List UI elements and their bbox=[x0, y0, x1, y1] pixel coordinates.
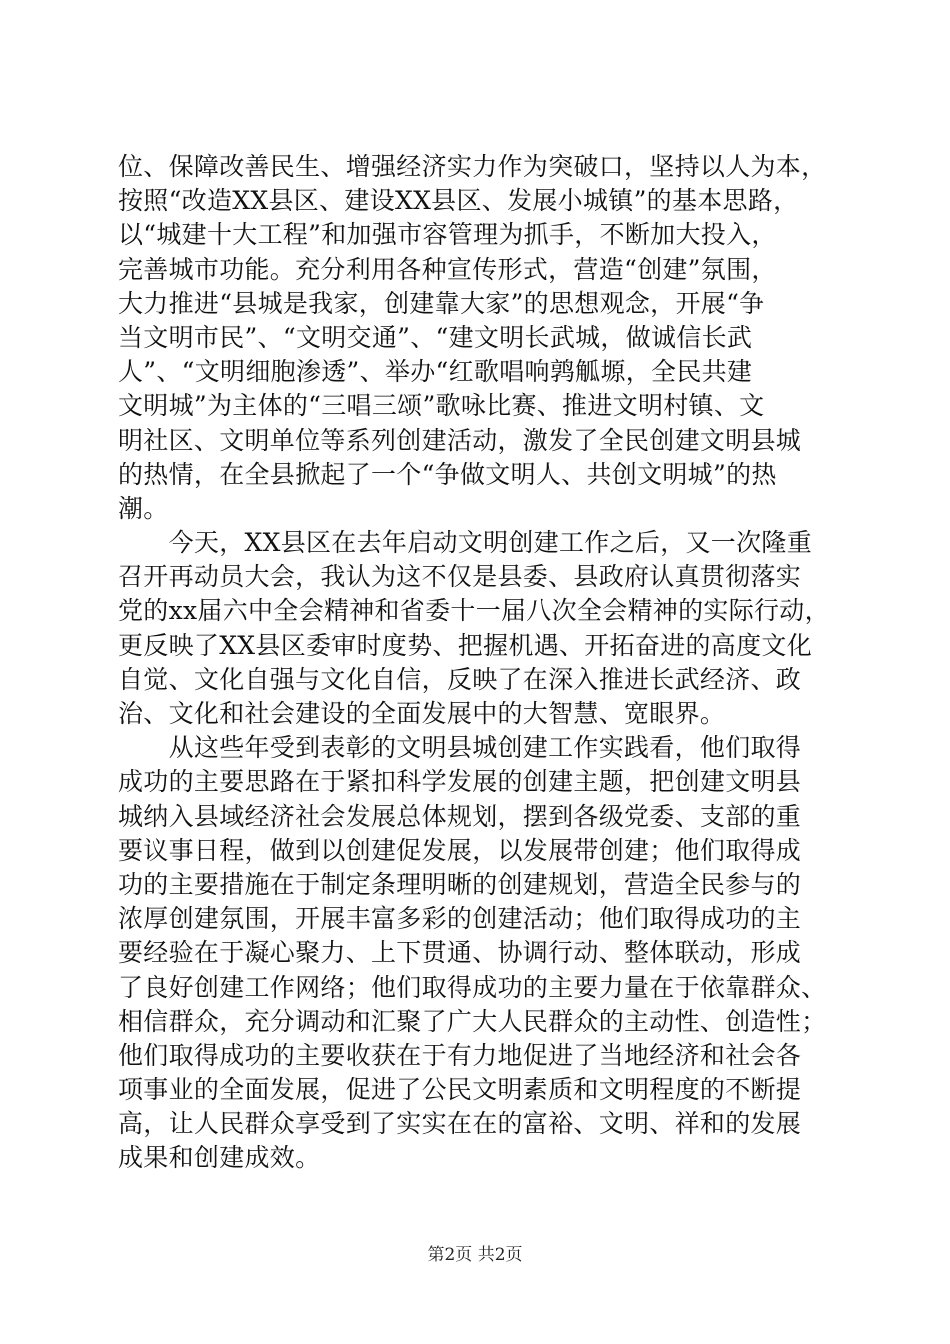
text-line: 当文明市民”、“文明交通”、“建文明长武城，做诚信长武 bbox=[118, 322, 753, 352]
text-line: 要议事日程，做到以创建促发展，以发展带创建；他们取得成 bbox=[118, 835, 802, 865]
text-line: 召开再动员大会，我认为这不仅是县委、县政府认真贯彻落实 bbox=[118, 562, 802, 592]
text-line: 了良好创建工作网络；他们取得成功的主要力量在于依靠群众、 bbox=[118, 972, 827, 1002]
text-line: 他们取得成功的主要收获在于有力地促进了当地经济和社会各 bbox=[118, 1040, 802, 1070]
text-line: 项事业的全面发展，促进了公民文明素质和文明程度的不断提 bbox=[118, 1075, 802, 1105]
text-line: 治、文化和社会建设的全面发展中的大智慧、宽眼界。 bbox=[118, 699, 726, 728]
text-line: 高，让人民群众享受到了实实在在的富裕、文明、祥和的发展 bbox=[118, 1109, 802, 1139]
text-line: 大力推进“县城是我家，创建靠大家”的思想观念，开展“争 bbox=[118, 288, 765, 318]
text-line: 党的xx届六中全会精神和省委十一届八次全会精神的实际行动， bbox=[118, 596, 830, 626]
text-line: 要经验在于凝心聚力、上下贯通、协调行动、整体联动，形成 bbox=[118, 938, 802, 968]
text-line: 明社区、文明单位等系列创建活动，激发了全民创建文明县城 bbox=[118, 425, 802, 455]
text-line: 的热情，在全县掀起了一个“争做文明人、共创文明城”的热 bbox=[118, 459, 777, 489]
text-line: 相信群众，充分调动和汇聚了广大人民群众的主动性、创造性； bbox=[118, 1006, 827, 1036]
text-line: 今天，XX县区在去年启动文明创建工作之后，又一次隆重 bbox=[118, 528, 812, 558]
text-line: 城纳入县域经济社会发展总体规划，摆到各级党委、支部的重 bbox=[118, 801, 802, 831]
text-line: 浓厚创建氛围，开展丰富多彩的创建活动；他们取得成功的主 bbox=[118, 904, 802, 934]
page-number-footer: 第2页 共2页 bbox=[427, 1245, 523, 1265]
text-line: 更反映了XX县区委审时度势、把握机遇、开拓奋进的高度文化 bbox=[118, 630, 812, 660]
text-line: 位、保障改善民生、增强经济实力作为突破口，坚持以人为本， bbox=[118, 152, 827, 181]
text-line: 完善城市功能。充分利用各种宣传形式，营造“创建”氛围， bbox=[118, 254, 777, 284]
text-line: 自觉、文化自强与文化自信，反映了在深入推进长武经济、政 bbox=[118, 664, 802, 694]
text-line: 人”、“文明细胞渗透”、举办“红歌唱响鹑觚塬，全民共建 bbox=[118, 357, 753, 387]
text-line: 功的主要措施在于制定条理明晰的创建规划，营造全民参与的 bbox=[118, 869, 802, 899]
text-line: 以“城建十大工程”和加强市容管理为抓手，不断加大投入， bbox=[118, 220, 777, 250]
text-line: 文明城”为主体的“三唱三颂”歌咏比赛、推进文明村镇、文 bbox=[118, 391, 765, 421]
body-text bbox=[118, 150, 838, 1176]
text-line: 成果和创建成效。 bbox=[118, 1143, 321, 1173]
text-line: 从这些年受到表彰的文明县城创建工作实践看，他们取得 bbox=[118, 733, 802, 763]
text-line: 潮。 bbox=[118, 493, 169, 523]
text-line: 按照“改造XX县区、建设XX县区、发展小城镇”的基本思路， bbox=[118, 186, 799, 216]
text-line: 成功的主要思路在于紧扣科学发展的创建主题，把创建文明县 bbox=[118, 767, 802, 797]
